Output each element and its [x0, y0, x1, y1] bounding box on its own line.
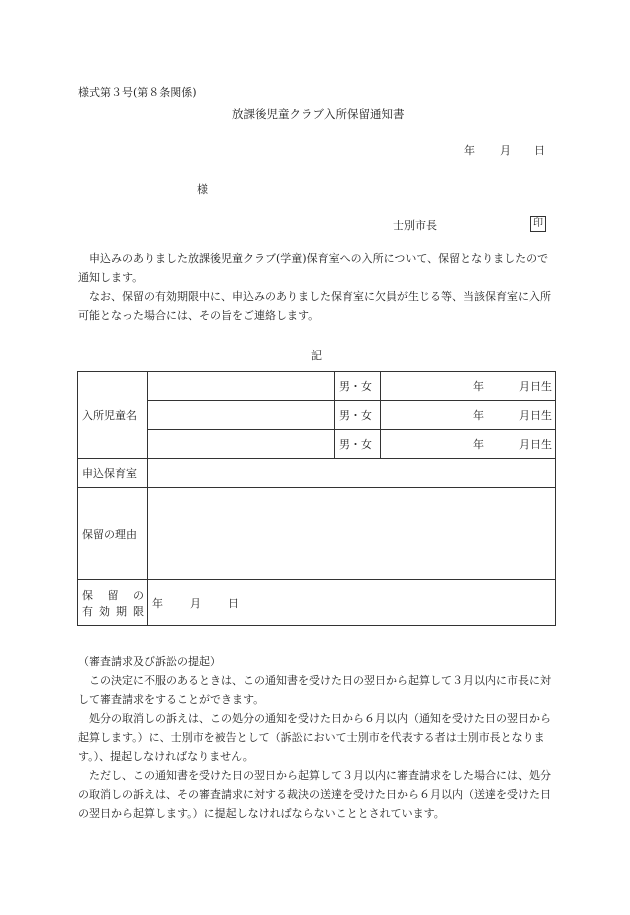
reason-cell: [148, 488, 556, 580]
validity-label: 保 留 の 有 効 期 限: [78, 580, 148, 626]
appeal-section: [78, 652, 558, 823]
body-text: [78, 249, 558, 325]
date-year: 年: [464, 144, 475, 157]
sex-cell: 男・女: [335, 430, 381, 459]
child-row: [78, 401, 556, 430]
child-name-cell: [148, 372, 335, 401]
validity-row: [78, 580, 556, 626]
birthdate-cell: 年 月日生: [381, 430, 556, 459]
seal-mark: 印: [530, 216, 546, 232]
nursery-row: [78, 459, 556, 488]
appeal-heading: （審査請求及び訴訟の提起）: [78, 655, 221, 668]
child-row: [78, 372, 556, 401]
issuer: 士別市長: [393, 219, 437, 232]
reason-label: 保留の理由: [78, 488, 148, 580]
appeal-paragraph: 処分の取消しの訴えは、この処分の通知を受けた日から６月以内（通知を受けた日の翌日から起算します。）に、士別市を被告として（訴訟において士別市を代表する者は士別市長となります。）、提起しなければなりません。: [78, 712, 551, 763]
date-month: 月: [500, 144, 511, 157]
birthdate-cell: 年 月日生: [381, 372, 556, 401]
reason-row: [78, 488, 556, 580]
child-row: [78, 430, 556, 459]
child-name-cell: [148, 401, 335, 430]
sex-cell: 男・女: [335, 372, 381, 401]
date-day: 日: [534, 144, 545, 157]
nursery-label: 申込保育室: [78, 459, 148, 488]
form-number: 様式第３号(第８条関係): [78, 86, 197, 99]
validity-date-cell: 年 月 日: [148, 580, 556, 626]
birthdate-cell: 年 月日生: [381, 401, 556, 430]
ki-mark: 記: [311, 349, 322, 362]
child-name-label: 入所児童名: [78, 372, 148, 459]
appeal-paragraph: この決定に不服のあるときは、この通知書を受けた日の翌日から起算して３月以内に市長に対して審査請求をすることができます。: [78, 674, 551, 706]
child-name-cell: [148, 430, 335, 459]
document-title: 放課後児童クラブ入所保留通知書: [232, 107, 405, 121]
nursery-cell: [148, 459, 556, 488]
addressee-suffix: 様: [197, 183, 208, 196]
sex-cell: 男・女: [335, 401, 381, 430]
details-table: [77, 371, 556, 626]
body-paragraph: 申込みのありました放課後児童クラブ(学童)保育室への入所について、保留となりましたので通知します。: [78, 252, 549, 284]
body-paragraph: なお、保留の有効期限中に、申込みのありました保育室に欠員が生じる等、当該保育室に入所可能となった場合には、その旨をご連絡します。: [78, 290, 551, 322]
appeal-paragraph: ただし、この通知書を受けた日の翌日から起算して３月以内に審査請求をした場合には、処分の取消しの訴えは、その審査請求に対する裁決の送達を受けた日から６月以内（送達を受けた日の翌日から起算します。）に提起しなければならないこととされています。: [78, 769, 551, 820]
